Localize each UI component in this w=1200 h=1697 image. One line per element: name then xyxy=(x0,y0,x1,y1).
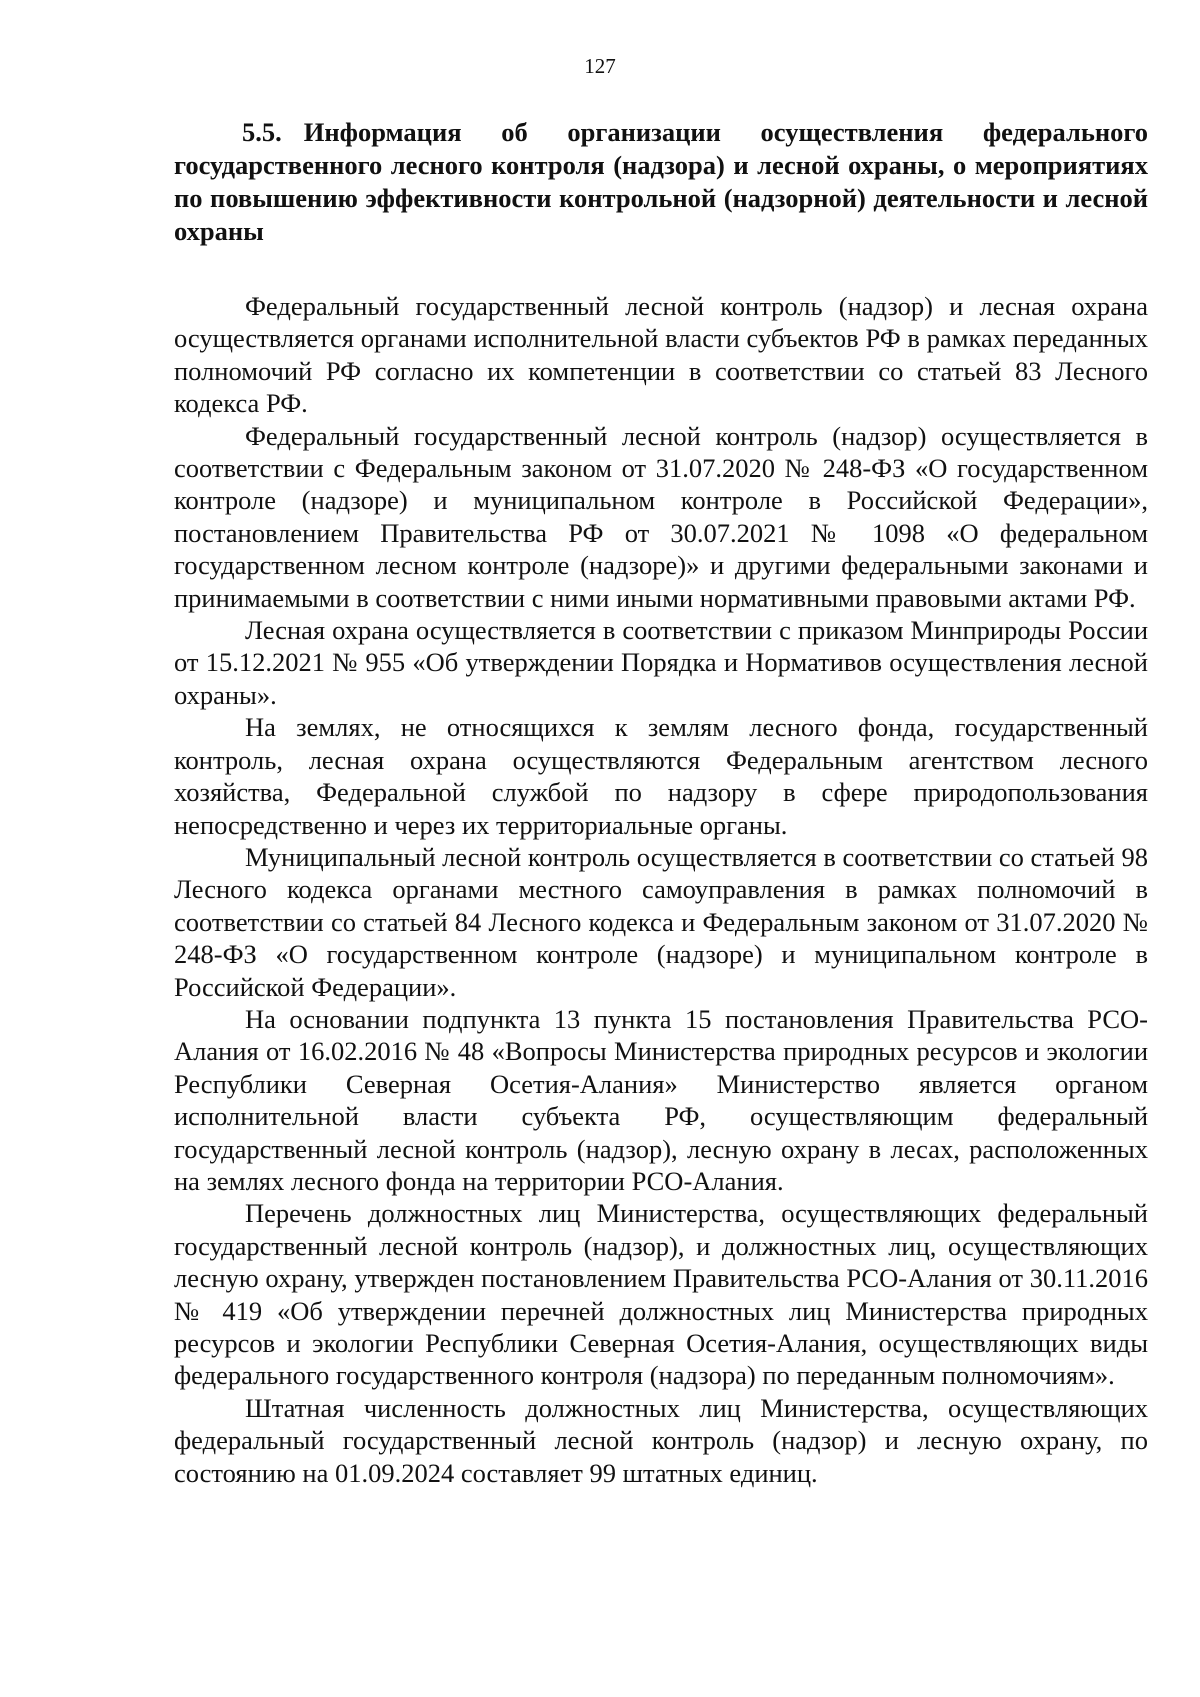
paragraph-municipal-control: Муниципальный лесной контроль осуществляется в соответствии со статьей 98 Лесного кодекса органами местного самоуправления в рамках полномочий в соответствии со статьей 84 Лесного кодекса и Федеральным законом от 31.07.2020 № 248-ФЗ «О государственном контроле (надзоре) и муниципальном контроле в Российской Федерации». xyxy=(174,841,1148,1002)
paragraph-ministry-authority: На основании подпункта 13 пункта 15 постановления Правительства РСО-Алания от 16.02.2016 № 48 «Вопросы Министерства природных ресурсов и экологии Республики Северная Осетия-Алания» Министерство является органом исполнительной власти субъекта РФ, осуществляющим федеральный государственный лесной контроль (надзор), лесную охрану в лесах, расположенных на землях лесного фонда на территории РСО-Алания. xyxy=(174,1003,1148,1196)
paragraph-legal-basis: Федеральный государственный лесной контроль (надзор) и лесная охрана осуществляется органами исполнительной власти субъектов РФ в рамках переданных полномочий РФ согласно их компетенции в соответствии со статьей 83 Лесного кодекса РФ. xyxy=(174,291,1148,419)
section-text xyxy=(174,290,1148,1489)
section-heading xyxy=(174,116,1148,248)
page-number: 127 xyxy=(584,54,616,78)
paragraph-forest-protection: Лесная охрана осуществляется в соответствии с приказом Минприроды России от 15.12.2021 № 955 «Об утверждении Порядка и Нормативов осуществления лесной охраны». xyxy=(174,615,1148,710)
section-number: 5.5. xyxy=(242,117,282,147)
paragraph-officials-list: Перечень должностных лиц Министерства, осуществляющих федеральный государственный лесной контроль (надзор), и должностных лиц, осуществляющих лесную охрану, утвержден постановлением Правительства РСО-Алания от 30.11.2016 № 419 «Об утверждении перечней должностных лиц Министерства природных ресурсов и экологии Республики Северная Осетия-Алания, осуществляющих виды федерального государственного контроля (надзора) по переданным полномочиям». xyxy=(174,1198,1148,1391)
paragraph-federal-control: Федеральный государственный лесной контроль (надзор) осуществляется в соответствии с Федеральным законом от 31.07.2020 № 248-ФЗ «О государственном контроле (надзоре) и муниципальном контроле в Российской Федерации», постановлением Правительства РФ от 30.07.2021 № 1098 «О федеральном государственном лесном контроле (надзоре)» и другими федеральными законами и принимаемыми в соответствии с ними иными нормативными правовыми актами РФ. xyxy=(174,420,1148,613)
paragraph-non-forest-lands: На землях, не относящихся к землям лесного фонда, государственный контроль, лесная охрана осуществляются Федеральным агентством лесного хозяйства, Федеральной службой по надзору в сфере природопользования непосредственно и через их территориальные органы. xyxy=(174,712,1148,840)
document-body xyxy=(174,116,1148,1489)
paragraph-staff-count: Штатная численность должностных лиц Министерства, осуществляющих федеральный государственный лесной контроль (надзор) и лесную охрану, по состоянию на 01.09.2024 составляет 99 штатных единиц. xyxy=(174,1392,1148,1488)
section-title: Информация об организации осуществления федерального государственного лесного контроля (надзора) и лесной охраны, о мероприятиях по повышению эффективности контрольной (надзорной) деятельности и лесной охраны xyxy=(174,117,1148,246)
